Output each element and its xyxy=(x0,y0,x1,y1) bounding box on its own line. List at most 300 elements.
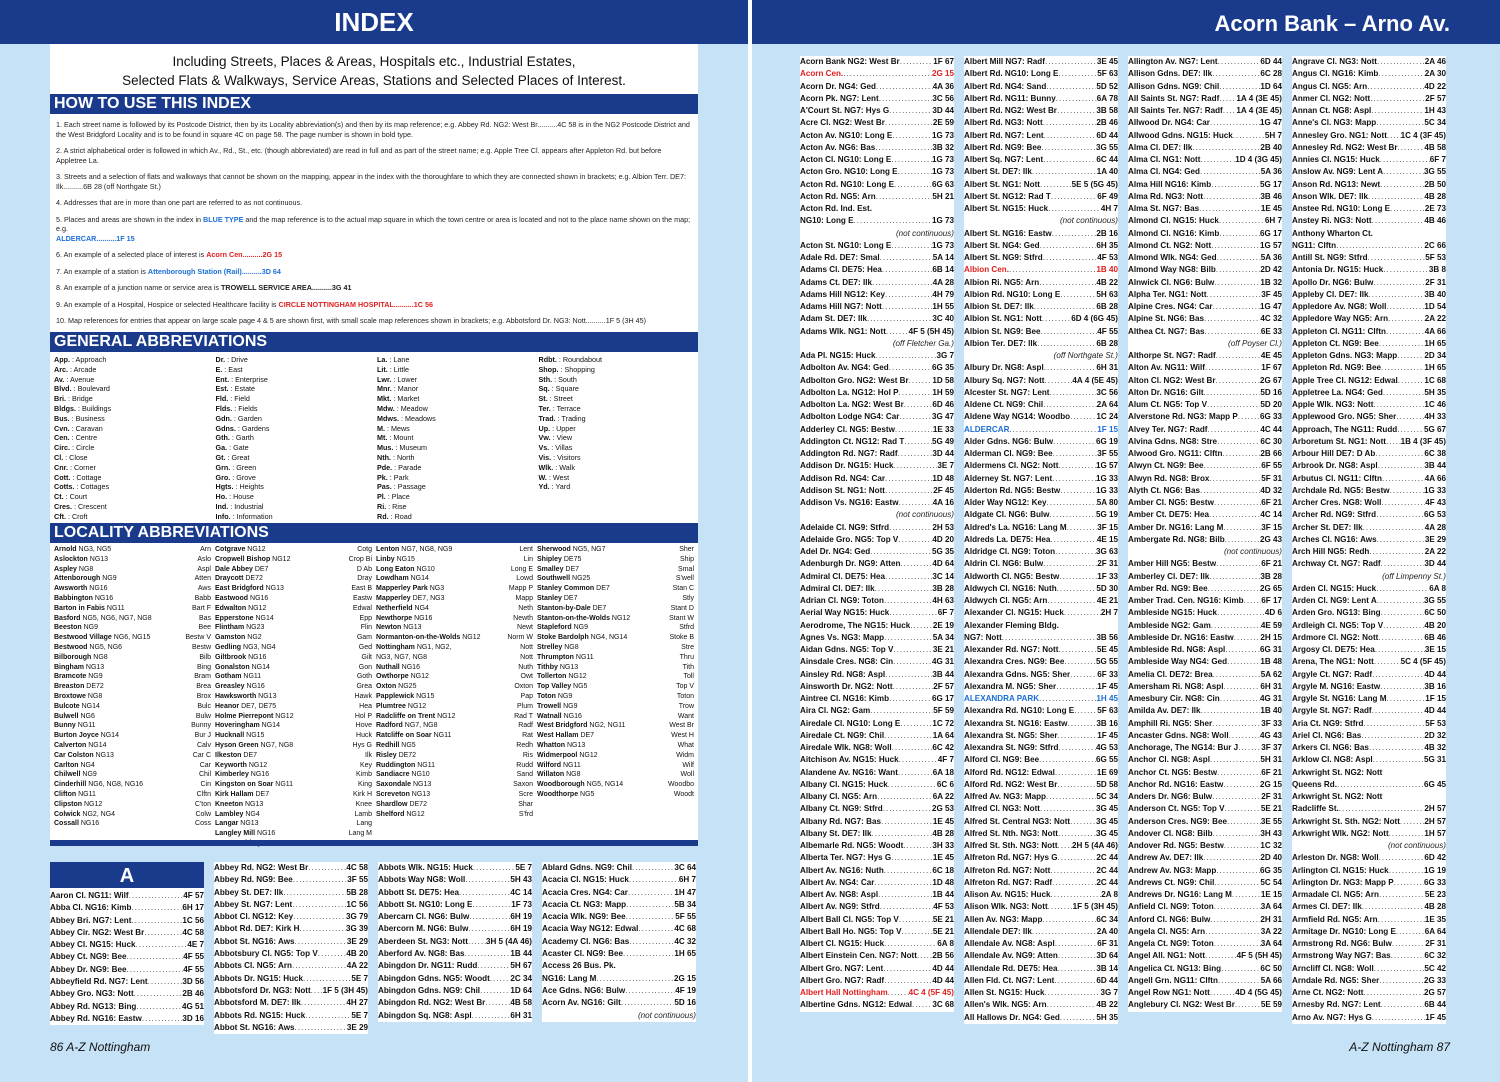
abbreviation-entry xyxy=(539,443,695,453)
index-entry-name: Almond Cl. NG15: Huck xyxy=(1128,216,1219,226)
locality-entry xyxy=(215,751,372,761)
locality-entry xyxy=(376,565,533,575)
leader-dots xyxy=(1058,828,1096,840)
abbreviation-key: Pk. xyxy=(377,472,388,482)
map-reference: 3B 32 xyxy=(932,142,954,152)
map-reference: 5D 16 xyxy=(674,998,696,1008)
locality-name: Car Colston NG13 xyxy=(54,751,114,759)
leader-dots xyxy=(1216,375,1260,387)
locality-name: Widmerpool NG12 xyxy=(537,751,598,759)
map-reference: 5E 21 xyxy=(1260,804,1282,814)
leader-dots xyxy=(875,583,933,595)
index-entry xyxy=(1128,693,1282,705)
locality-postcode: NG16 xyxy=(412,614,433,622)
map-reference: 3F 15 xyxy=(1097,522,1118,532)
index-entry-name: Ainsworth Dr. NG2: Nott xyxy=(800,681,893,691)
locality-name: Normanton-on-the-Wolds NG12 xyxy=(376,634,481,642)
leader-dots xyxy=(1339,803,1425,815)
map-reference: 3D 44 xyxy=(932,106,954,115)
locality-code: Mapp xyxy=(515,594,533,602)
index-entry xyxy=(800,583,954,595)
map-reference: 1G 73 xyxy=(931,240,954,250)
index-entry-name: Annan Ct. NG8: Aspl xyxy=(1292,106,1372,115)
abbreviation-entry xyxy=(377,512,533,522)
abbreviation-key: E. xyxy=(215,364,223,374)
index-entry-name: Arkwright St. NG2: Nott xyxy=(1292,767,1383,777)
leader-dots xyxy=(880,901,934,913)
locality-name: Breaston DE72 xyxy=(54,683,104,691)
index-entry xyxy=(800,362,954,374)
index-entry-name: Albertine Gdns. NG12: Edwal xyxy=(800,1000,912,1010)
index-entry xyxy=(800,522,954,534)
locality-entry xyxy=(537,770,694,780)
index-entry-name: Adenburgh Dr. NG9: Atten xyxy=(800,559,901,569)
locality-code: Eastw xyxy=(352,594,372,602)
map-reference: 5H 63 xyxy=(1096,289,1118,299)
locality-postcode: NG16 xyxy=(244,683,265,691)
map-reference: 3G 45 xyxy=(1095,828,1118,838)
locality-code: West H xyxy=(671,732,694,740)
index-note xyxy=(800,509,954,521)
map-reference: 2A 30 xyxy=(1424,69,1446,79)
locality-postcode: NG1, NG2, xyxy=(414,643,452,651)
index-entry xyxy=(964,571,1118,583)
index-entry-name: Alexandra St. NG16: Eastw xyxy=(964,718,1068,728)
locality-name: Heanor DE7, DE75 xyxy=(215,702,277,710)
index-entry xyxy=(1128,779,1282,791)
map-reference: 2A 46 xyxy=(1424,57,1446,66)
index-entry xyxy=(1292,313,1446,325)
locality-entry xyxy=(376,721,533,731)
index-entry-name: Alfred St. Nth. NG3: Nott xyxy=(964,828,1058,838)
map-reference: 6C 32 xyxy=(1424,951,1446,961)
index-entry xyxy=(1292,1012,1446,1024)
abbreviation-meaning: : Street xyxy=(547,394,573,404)
abbreviation-entry xyxy=(539,482,695,492)
index-entry-name: Abercorn M. NG6: Bulw xyxy=(378,924,469,934)
locality-name: Saxondale NG13 xyxy=(376,781,432,789)
index-entry-name: Alison Av. NG15: Huck xyxy=(964,890,1051,899)
index-entry-name: Andrews Ct. NG9: Chil xyxy=(1128,877,1215,887)
map-reference: 5A 66 xyxy=(1260,975,1282,985)
leader-dots xyxy=(1204,313,1260,325)
index-entry xyxy=(800,56,954,68)
index-entry xyxy=(1292,375,1446,387)
leader-dots xyxy=(628,887,674,899)
index-entry-name: Albany Ct. NG9: Stfrd xyxy=(800,804,883,814)
abbreviation-meaning: : Centre xyxy=(69,433,98,443)
locality-postcode: NG12 xyxy=(404,810,425,818)
map-reference: 4A 28 xyxy=(932,277,954,287)
locality-code: Nott xyxy=(520,653,533,661)
leader-dots xyxy=(1209,571,1260,583)
index-entry-name: Arnesby Rd. NG7: Lent xyxy=(1292,1000,1381,1010)
locality-postcode: DE7, NG3 xyxy=(410,594,445,602)
index-entry xyxy=(1292,460,1446,472)
index-entry-name: Alnwick Cl. NG6: Bulw xyxy=(1128,277,1215,287)
index-entry xyxy=(378,911,532,923)
map-reference: 4B 28 xyxy=(932,828,954,838)
leader-dots xyxy=(638,923,674,935)
index-entry-name: Appleton Ct. NG9: Bee xyxy=(1292,338,1379,348)
index-entry-name: Allen St. NG15: Huck xyxy=(964,988,1045,997)
map-reference: 4A 4 (5E 45) xyxy=(1072,375,1118,385)
leader-dots xyxy=(135,939,187,951)
leader-dots xyxy=(1361,730,1424,742)
index-entry-name: Acacia Ct. NG3: Mapp xyxy=(542,899,627,909)
locality-abbr-col xyxy=(54,545,211,849)
map-reference: 4B 22 xyxy=(1096,277,1118,287)
map-reference: 5E 7 xyxy=(351,1010,368,1020)
index-entry xyxy=(800,914,954,926)
leader-dots xyxy=(1376,583,1429,595)
leader-dots xyxy=(1400,816,1424,828)
index-entry-name: Acorn Bank NG2: West Br xyxy=(800,57,900,66)
leader-dots xyxy=(1217,252,1261,264)
general-abbr-col xyxy=(216,355,372,520)
leader-dots xyxy=(1055,938,1098,950)
map-reference: 6D 44 xyxy=(1260,57,1282,66)
locality-code: Ged xyxy=(358,643,372,651)
index-entry xyxy=(800,460,954,472)
locality-name: Arnold NG3, NG5 xyxy=(54,546,112,553)
index-entry xyxy=(800,999,954,1011)
abbreviation-key: M. xyxy=(377,423,385,433)
locality-code: Bulc xyxy=(197,702,211,710)
map-reference: 3D 16 xyxy=(182,1013,204,1023)
leader-dots xyxy=(1367,81,1424,93)
locality-code: Hea xyxy=(359,702,372,710)
leader-dots xyxy=(136,1001,182,1013)
index-entry-name: Alwood Gro. NG11: Clftn xyxy=(1128,449,1223,458)
locality-postcode: NG16 xyxy=(248,594,269,602)
leader-dots xyxy=(885,571,932,583)
index-entry xyxy=(964,546,1118,558)
abbreviation-entry xyxy=(539,414,695,424)
abbreviation-key: Sq. xyxy=(538,384,550,394)
index-entry xyxy=(542,911,696,923)
locality-entry xyxy=(54,712,211,722)
index-entry-name: Amesbury Cir. NG8: Cin xyxy=(1128,694,1220,703)
map-reference: 2D 40 xyxy=(1260,853,1282,863)
abbreviation-meaning: : Enterprise xyxy=(229,374,268,384)
map-reference: 1F 15 xyxy=(1425,694,1446,703)
map-reference: 4G 31 xyxy=(1259,694,1282,703)
locality-postcode: NG25 xyxy=(570,575,591,583)
leader-dots xyxy=(131,902,182,914)
abbreviation-key: Cft. xyxy=(54,511,66,521)
leader-dots xyxy=(1201,705,1261,717)
abbreviation-entry xyxy=(54,384,210,394)
locality-postcode: NG12 xyxy=(460,634,481,642)
index-entry xyxy=(800,154,954,166)
locality-abbr-col xyxy=(215,545,372,849)
leader-dots xyxy=(1042,313,1071,325)
index-entry-name: Albert Cl. NG15: Huck xyxy=(800,939,885,948)
locality-code: What xyxy=(677,741,694,749)
index-entry-name: Abbey Ct. NG9: Bee xyxy=(50,952,127,962)
index-entry-name: Alma Rd. NG3: Nott xyxy=(1128,191,1204,201)
index-entry xyxy=(50,890,204,902)
index-entry xyxy=(1128,509,1282,521)
index-entry xyxy=(800,424,954,436)
map-reference: 3C 64 xyxy=(674,863,696,872)
abbreviation-key: Blvd. xyxy=(54,384,72,394)
index-entry xyxy=(964,289,1118,301)
locality-entry xyxy=(54,731,211,741)
index-entry-name: Andover Rd. NG5: Bestw xyxy=(1128,841,1224,850)
locality-name: Lowdham NG14 xyxy=(376,575,429,583)
locality-code: Hawk xyxy=(354,692,372,700)
index-entry xyxy=(1128,277,1282,289)
map-reference: 1F 67 xyxy=(933,57,954,66)
locality-postcode: DE72 xyxy=(407,800,427,808)
index-entry xyxy=(1292,228,1446,240)
index-entry xyxy=(378,985,532,997)
leader-dots xyxy=(880,252,933,264)
map-reference: 5C 42 xyxy=(1424,963,1446,973)
leader-dots xyxy=(1216,865,1260,877)
map-reference: 1G 19 xyxy=(1423,865,1446,875)
index-entry-name: Angela Ct. NG9: Toton xyxy=(1128,939,1214,948)
leader-dots xyxy=(596,973,674,985)
leader-dots xyxy=(1219,93,1236,105)
index-entry xyxy=(964,93,1118,105)
abbreviation-key: Mus. xyxy=(377,443,394,453)
map-reference: 1H 65 xyxy=(674,949,696,959)
locality-entry xyxy=(215,790,372,800)
locality-entry xyxy=(537,761,694,771)
leader-dots xyxy=(1378,632,1424,644)
index-entry-name: Acton Rd. Ind. Est. xyxy=(800,204,872,213)
locality-entry xyxy=(376,672,533,682)
index-entry-name: Allendale Av. NG9: Atten xyxy=(964,951,1058,961)
index-entry xyxy=(1128,191,1282,203)
map-reference: 3C 68 xyxy=(932,1000,954,1010)
leader-dots xyxy=(1224,840,1261,852)
index-entry-name: Arleston Dr. NG8: Woll xyxy=(1292,853,1379,863)
index-entry xyxy=(964,620,1118,632)
index-entry-name: Armes Cl. DE7: Ilk xyxy=(1292,902,1362,912)
locality-entry xyxy=(376,682,533,692)
map-reference: 5D 30 xyxy=(1096,583,1118,593)
leader-dots xyxy=(1244,595,1262,607)
index-entry-name: Albion St. DE7: Ilk xyxy=(964,302,1034,311)
map-reference: 5H 7 xyxy=(1264,130,1282,140)
locality-entry xyxy=(537,545,694,555)
map-reference: 1E 35 xyxy=(1424,914,1446,924)
leader-dots xyxy=(1043,154,1096,166)
index-entry xyxy=(964,730,1118,742)
index-note-text: (off Poyser Cl.) xyxy=(1228,338,1282,348)
leader-dots xyxy=(1337,779,1424,791)
map-reference: 2A 40 xyxy=(1096,926,1118,936)
index-entry xyxy=(800,264,954,276)
leader-dots xyxy=(1370,93,1425,105)
locality-entry xyxy=(54,692,211,702)
map-reference: 4C 58 xyxy=(346,863,368,872)
index-entry-name: Arkwright St. Sth. NG2: Nott xyxy=(1292,816,1400,826)
map-reference: 4C 14 xyxy=(510,887,532,897)
index-entry-name: Amber Trad. Cen. NG16: Kimb xyxy=(1128,596,1244,605)
map-reference: 4D 64 xyxy=(932,559,954,569)
leader-dots xyxy=(1216,350,1261,362)
locality-postcode: NG9 xyxy=(571,624,588,632)
index-entry xyxy=(800,656,954,668)
leader-dots xyxy=(1058,963,1097,975)
index-entry xyxy=(964,56,1118,68)
locality-code: Ilk xyxy=(365,751,372,759)
index-entry xyxy=(542,997,696,1009)
map-reference: 3G 45 xyxy=(1095,804,1118,814)
map-reference: 4D 20 xyxy=(932,534,954,544)
index-entry xyxy=(50,1013,204,1025)
abbreviation-meaning: : Caravan xyxy=(69,423,103,433)
locality-code: Want xyxy=(677,712,694,720)
locality-code: Grea xyxy=(356,683,372,691)
locality-postcode: NG12 xyxy=(270,555,291,563)
locality-entry xyxy=(54,780,211,790)
locality-entry xyxy=(215,555,372,565)
index-entry xyxy=(214,862,368,874)
locality-postcode: NG5, NG6, NG7, NG8 xyxy=(80,614,152,622)
abbreviation-entry xyxy=(216,482,372,492)
locality-entry xyxy=(54,614,211,624)
locality-postcode: NG16 xyxy=(87,585,108,593)
abbreviation-entry xyxy=(54,443,210,453)
index-entry-name: Aldwych Cl. NG5: Arn xyxy=(964,596,1048,605)
index-entry xyxy=(800,203,954,215)
index-entry xyxy=(1128,313,1282,325)
map-reference: 6G 35 xyxy=(1259,865,1282,875)
index-entry xyxy=(800,607,954,619)
locality-name: Kneeton NG13 xyxy=(215,800,264,808)
map-reference: 5C 4 (5F 45) xyxy=(1400,657,1446,667)
leader-dots xyxy=(301,997,347,1009)
index-entry xyxy=(1292,865,1446,877)
leader-dots xyxy=(1039,754,1096,766)
index-entry xyxy=(800,473,954,485)
map-reference: 6C 42 xyxy=(932,743,954,752)
map-reference: 5E 59 xyxy=(1260,1000,1282,1010)
index-entry xyxy=(214,973,368,985)
map-reference: 1B 48 xyxy=(1260,657,1282,667)
index-entry-name: Arena, The NG1: Nott xyxy=(1292,657,1374,667)
index-entry xyxy=(1292,473,1446,485)
index-entry xyxy=(800,767,954,779)
index-entry xyxy=(964,534,1118,546)
locality-postcode: NG9 xyxy=(100,575,117,583)
leader-dots xyxy=(1225,803,1261,815)
index-entry-name: Anmer Cl. NG2: Nott xyxy=(1292,93,1371,103)
locality-code: Knee xyxy=(355,800,372,808)
locality-name: Carlton NG4 xyxy=(54,761,95,769)
index-entry xyxy=(1128,742,1282,754)
locality-code: Aspl xyxy=(197,565,211,573)
index-entry-name: Andover Cl. NG8: Bilb xyxy=(1128,828,1213,838)
index-entry-name: Ardleigh Cl. NG5: Top V xyxy=(1292,620,1384,630)
leader-dots xyxy=(465,874,510,886)
locality-abbr-col xyxy=(376,545,533,849)
index-entry-name: Adams Ct. DE7: Ilk xyxy=(800,277,872,287)
map-reference: 4C 58 xyxy=(182,927,204,937)
map-reference: 6B 28 xyxy=(1096,338,1118,348)
leader-dots xyxy=(904,399,933,411)
map-reference: 2C 44 xyxy=(1096,865,1118,875)
index-entry xyxy=(964,583,1118,595)
abbreviation-entry xyxy=(54,414,210,424)
locality-code: Lang M xyxy=(348,830,372,838)
index-entry-name: Appleby Cl. DE7: Ilk xyxy=(1292,289,1369,299)
leader-dots xyxy=(1209,509,1260,521)
locality-name: Hucknall NG15 xyxy=(215,732,265,740)
index-entry-name: Queens Rd. xyxy=(1292,779,1337,789)
abbreviation-meaning: : Court xyxy=(63,492,88,502)
index-entry-name: Alexandra M. NG5: Sher xyxy=(964,681,1057,691)
leader-dots xyxy=(876,81,933,93)
index-entry-name: Alwyn Rd. NG8: Brox xyxy=(1128,473,1210,483)
abbreviation-key: Cnr. xyxy=(54,462,68,472)
abbreviation-key: Ho. xyxy=(215,492,228,502)
index-entry-name: Amilda Av. DE7: Ilk xyxy=(1128,706,1201,716)
index-entry xyxy=(50,902,204,914)
index-entry-name: Archdale Rd. NG5: Bestw xyxy=(1292,485,1390,495)
map-reference: 6F 31 xyxy=(1097,939,1118,948)
locality-postcode: NG11 xyxy=(76,790,96,798)
index-entry xyxy=(378,997,532,1009)
locality-entry xyxy=(215,584,372,594)
locality-code: Rad T xyxy=(514,712,533,720)
locality-code: Gilt xyxy=(361,653,372,661)
abbreviation-meaning: : Heights xyxy=(233,482,264,492)
abbreviation-key: Shop. xyxy=(538,364,559,374)
leader-dots xyxy=(318,948,347,960)
map-reference: 1A 4 (3E 45) xyxy=(1236,106,1282,115)
map-reference: 2H 31 xyxy=(1260,914,1282,924)
locality-code: Stant W xyxy=(669,614,694,622)
map-reference: 5H 67 xyxy=(510,961,532,971)
map-reference: 4F 5 (5H 45) xyxy=(908,326,954,336)
leader-dots xyxy=(1212,68,1260,80)
index-entry xyxy=(964,105,1118,117)
abbreviation-key: Pas. xyxy=(377,482,392,492)
map-reference: 6G 33 xyxy=(1423,877,1446,887)
map-reference: 3G 7 xyxy=(1100,988,1118,997)
locality-entry xyxy=(376,663,533,673)
index-entry xyxy=(1128,571,1282,583)
locality-name: Hoveringham NG14 xyxy=(215,722,280,730)
locality-name: Toton NG9 xyxy=(537,692,573,700)
abbreviation-entry xyxy=(539,463,695,473)
leader-dots xyxy=(1200,154,1235,166)
map-reference: 1D 4 (3G 45) xyxy=(1235,155,1282,164)
map-reference: 6A 22 xyxy=(932,792,954,801)
index-entry-name: Althea Ct. NG7: Bas xyxy=(1128,326,1205,336)
abbreviation-entry xyxy=(216,365,372,375)
index-entry xyxy=(964,705,1118,717)
locality-name: Tithby NG13 xyxy=(537,663,579,671)
index-entry-name: Addison Dr. NG15: Huck xyxy=(800,461,894,471)
locality-name: Whatton NG13 xyxy=(537,741,586,749)
map-reference: 5G 35 xyxy=(931,547,954,556)
leader-dots xyxy=(1043,252,1098,264)
leader-dots xyxy=(899,914,933,926)
locality-name: Lambley NG4 xyxy=(215,810,260,818)
section-divider xyxy=(50,840,698,846)
locality-code: C'ton xyxy=(194,800,211,808)
index-entry xyxy=(378,923,532,935)
leader-dots xyxy=(626,911,676,923)
